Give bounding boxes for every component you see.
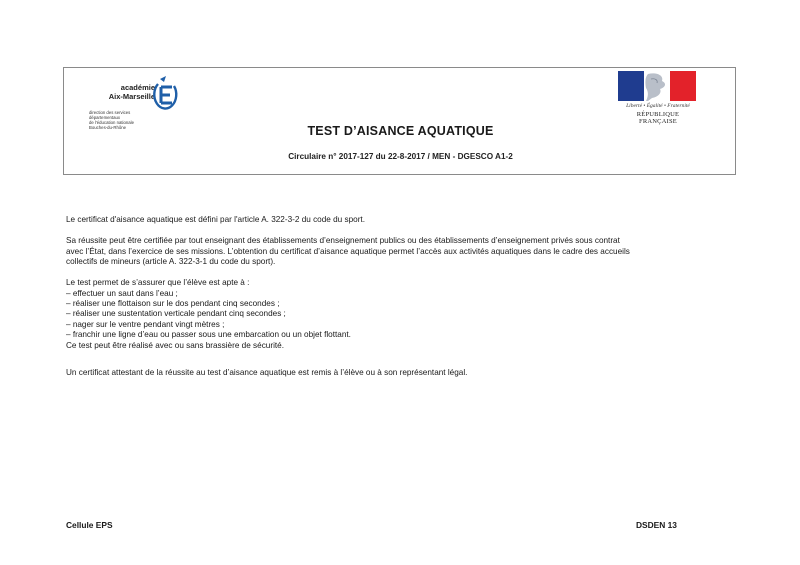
list-intro: Le test permet de s’assurer que l’élève est apte à : bbox=[66, 278, 250, 288]
paragraph-certification-line: Sa réussite peut être certifiée par tout enseignant des établissements d’enseignement publics ou des établissements d’enseignement privés sous contrat bbox=[66, 236, 620, 246]
marianne-flag-icon bbox=[618, 71, 696, 101]
paragraph-definition: Le certificat d'aisance aquatique est défini par l'article A. 322-3-2 du code du sport. bbox=[66, 215, 365, 224]
list-item: – effectuer un saut dans l’eau ; bbox=[66, 288, 178, 298]
list-item: – franchir une ligne d’eau ou passer sous une embarcation ou un objet flottant. bbox=[66, 330, 351, 340]
academie-sub-line: direction des services bbox=[89, 110, 131, 115]
academie-sub-line: de l'éducation nationale bbox=[89, 120, 135, 126]
header-box bbox=[63, 67, 736, 175]
paragraph-certification-line: avec l’État, dans l’exercice de ses missions. L’obtention du certificat d’aisance aquatique permet l’accès aux activités aquatiques dans le cadre des accueils bbox=[66, 246, 630, 256]
republique-francaise-logo bbox=[617, 71, 701, 123]
republique-name: RÉPUBLIQUE FRANÇAISE bbox=[636, 111, 680, 125]
list-item: – réaliser une sustentation verticale pendant cinq secondes ; bbox=[66, 309, 286, 319]
academie-e-icon bbox=[152, 76, 180, 114]
footer-right-label: DSDEN 13 bbox=[636, 520, 677, 530]
list-outro: Ce test peut être réalisé avec ou sans brassière de sécurité. bbox=[66, 340, 284, 350]
republique-motto: Liberté • Égalité • Fraternité bbox=[626, 103, 690, 109]
academie-wordmark bbox=[84, 83, 155, 101]
academie-sub-line: départementaux bbox=[89, 115, 121, 121]
paragraph-certification-line: collectifs de mineurs (article A. 322-3-1 du code du sport). bbox=[66, 257, 276, 267]
academie-sub-line: Bouches-du-Rhône bbox=[89, 125, 127, 131]
academie-logo bbox=[84, 73, 184, 155]
circulaire-reference: Circulaire n° 2017-127 du 22-8-2017 / MEN - DGESCO A1-2 bbox=[288, 152, 513, 161]
list-item: – nager sur le ventre pendant vingt mètres ; bbox=[66, 319, 225, 329]
footer-left-label: Cellule EPS bbox=[66, 520, 113, 530]
academie-line2: Aix-Marseille bbox=[108, 92, 155, 101]
list-item: – réaliser une flottaison sur le dos pendant cinq secondes ; bbox=[66, 299, 280, 309]
document-body bbox=[66, 215, 746, 378]
page-title: TEST D’AISANCE AQUATIQUE bbox=[307, 124, 494, 138]
academie-line1: académie bbox=[120, 83, 155, 92]
paragraph-certificate-delivery: Un certificat attestant de la réussite au test d’aisance aquatique est remis à l’élève ou à son représentant légal. bbox=[66, 368, 468, 378]
